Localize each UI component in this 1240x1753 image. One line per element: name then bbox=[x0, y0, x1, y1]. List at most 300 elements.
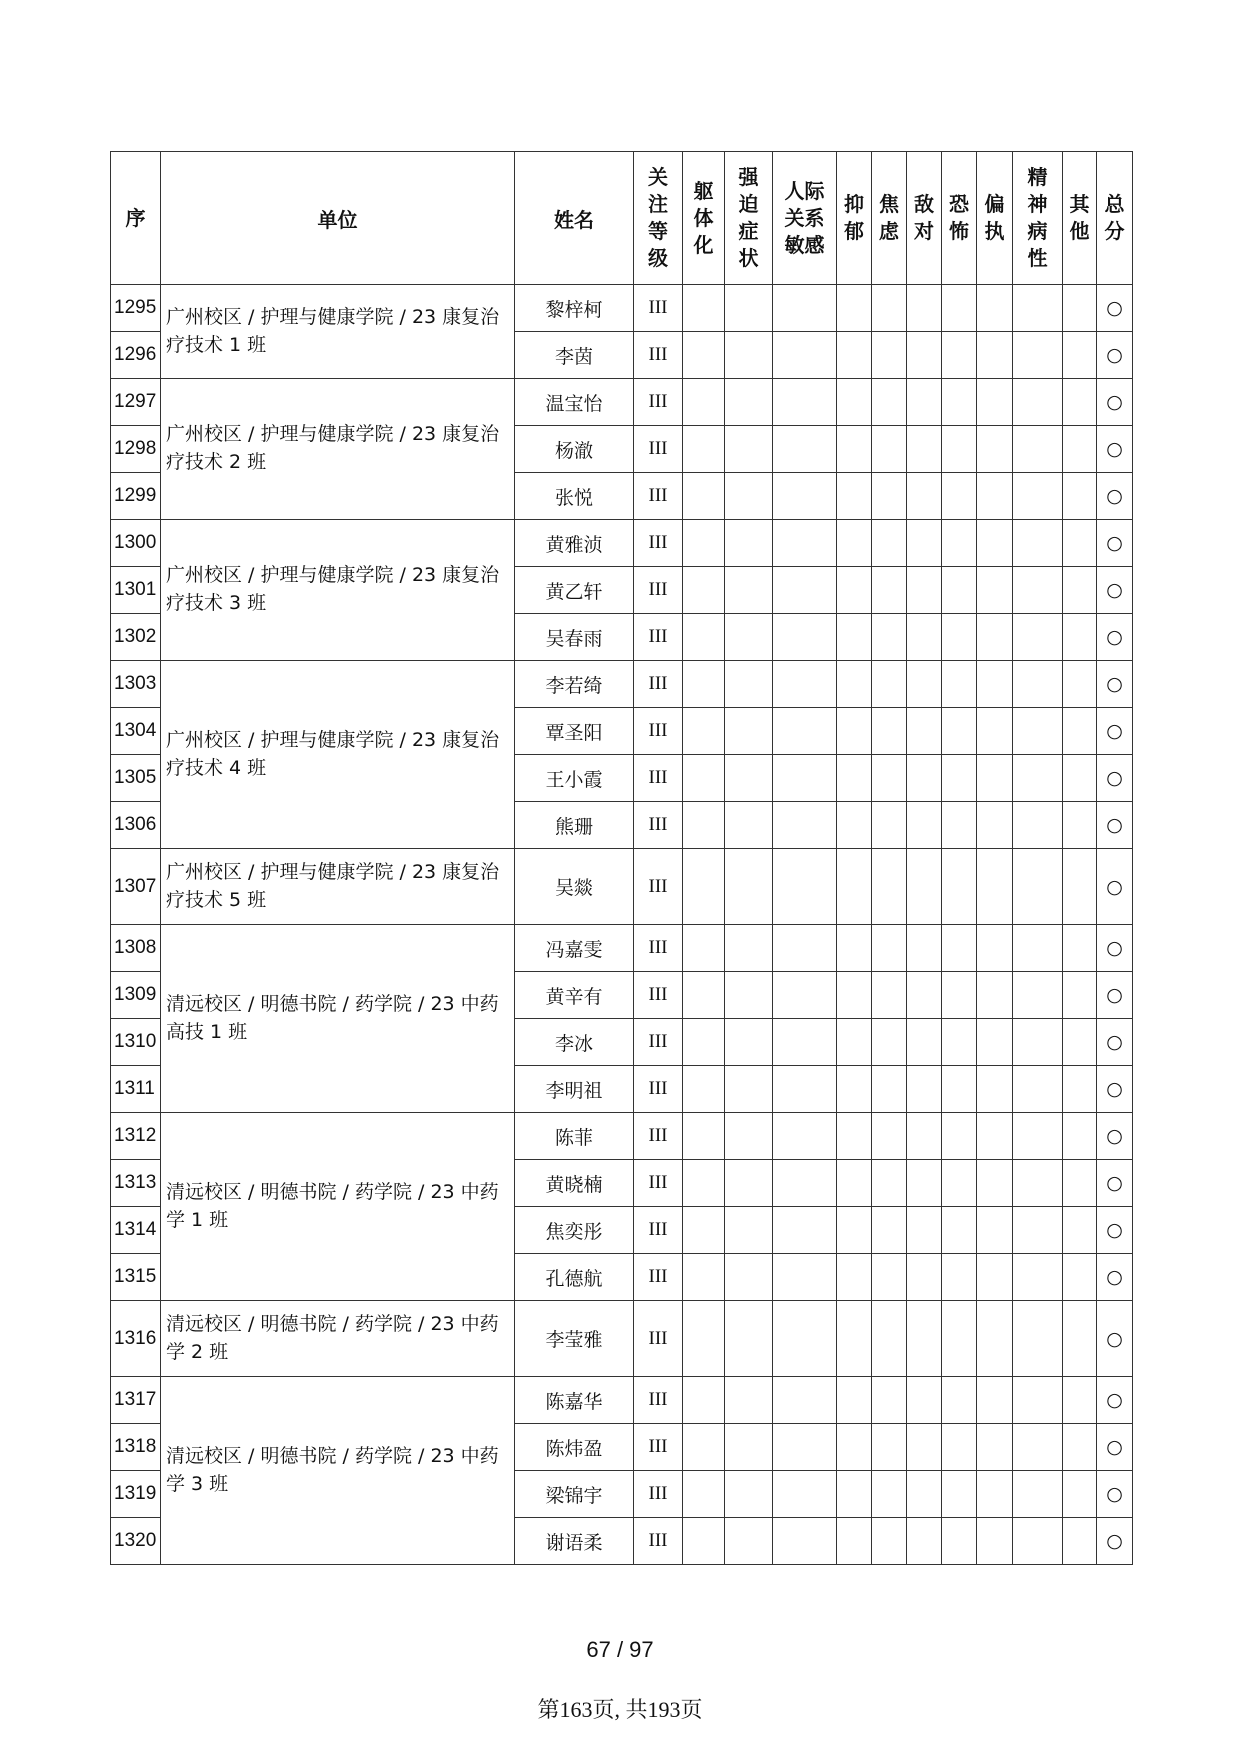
name-cell: 黎梓柯 bbox=[515, 285, 634, 332]
score-cell bbox=[683, 849, 725, 925]
score-cell bbox=[872, 1471, 907, 1518]
score-cell bbox=[1063, 614, 1097, 661]
score-cell bbox=[942, 925, 977, 972]
score-cell bbox=[773, 755, 837, 802]
score-cell bbox=[872, 1254, 907, 1301]
total-cell: ○ bbox=[1097, 1377, 1133, 1424]
score-cell bbox=[1013, 285, 1063, 332]
score-cell bbox=[1013, 1377, 1063, 1424]
score-cell bbox=[1063, 1424, 1097, 1471]
score-cell bbox=[907, 1019, 942, 1066]
score-cell bbox=[725, 1301, 773, 1377]
score-cell bbox=[725, 1160, 773, 1207]
score-cell bbox=[683, 332, 725, 379]
seq-cell: 1317 bbox=[111, 1377, 161, 1424]
level-cell: III bbox=[634, 567, 683, 614]
seq-cell: 1306 bbox=[111, 802, 161, 849]
score-cell bbox=[1063, 1301, 1097, 1377]
score-cell bbox=[1063, 802, 1097, 849]
score-cell bbox=[837, 661, 872, 708]
seq-cell: 1320 bbox=[111, 1518, 161, 1565]
score-cell bbox=[907, 379, 942, 426]
score-cell bbox=[837, 473, 872, 520]
score-cell bbox=[872, 473, 907, 520]
seq-cell: 1300 bbox=[111, 520, 161, 567]
score-cell bbox=[942, 426, 977, 473]
score-cell bbox=[725, 332, 773, 379]
header-hostility: 敌对 bbox=[907, 152, 942, 285]
score-cell bbox=[907, 332, 942, 379]
unit-cell: 广州校区 / 护理与健康学院 / 23 康复治疗技术 3 班 bbox=[161, 520, 515, 661]
score-cell bbox=[942, 285, 977, 332]
score-cell bbox=[977, 972, 1013, 1019]
score-cell bbox=[872, 332, 907, 379]
seq-cell: 1314 bbox=[111, 1207, 161, 1254]
score-cell bbox=[1013, 1113, 1063, 1160]
score-cell bbox=[1013, 1471, 1063, 1518]
score-cell bbox=[1063, 473, 1097, 520]
score-cell bbox=[725, 849, 773, 925]
level-cell: III bbox=[634, 426, 683, 473]
score-cell bbox=[872, 1207, 907, 1254]
level-cell: III bbox=[634, 802, 683, 849]
score-cell bbox=[907, 925, 942, 972]
name-cell: 张悦 bbox=[515, 473, 634, 520]
seq-cell: 1305 bbox=[111, 755, 161, 802]
seq-cell: 1299 bbox=[111, 473, 161, 520]
score-cell bbox=[907, 1160, 942, 1207]
header-somatization: 躯体化 bbox=[683, 152, 725, 285]
level-cell: III bbox=[634, 925, 683, 972]
score-cell bbox=[907, 1207, 942, 1254]
score-cell bbox=[1013, 1301, 1063, 1377]
score-cell bbox=[1063, 972, 1097, 1019]
score-cell bbox=[725, 379, 773, 426]
name-cell: 王小霞 bbox=[515, 755, 634, 802]
score-cell bbox=[942, 1019, 977, 1066]
score-cell bbox=[1063, 520, 1097, 567]
level-cell: III bbox=[634, 1424, 683, 1471]
score-cell bbox=[1013, 614, 1063, 661]
score-cell bbox=[872, 1518, 907, 1565]
name-cell: 李冰 bbox=[515, 1019, 634, 1066]
score-cell bbox=[837, 925, 872, 972]
score-cell bbox=[942, 661, 977, 708]
score-cell bbox=[683, 1254, 725, 1301]
name-cell: 孔德航 bbox=[515, 1254, 634, 1301]
score-cell bbox=[725, 473, 773, 520]
score-cell bbox=[773, 1377, 837, 1424]
score-cell bbox=[942, 1518, 977, 1565]
seq-cell: 1296 bbox=[111, 332, 161, 379]
score-cell bbox=[977, 661, 1013, 708]
score-cell bbox=[872, 1066, 907, 1113]
seq-cell: 1303 bbox=[111, 661, 161, 708]
score-cell bbox=[1013, 1019, 1063, 1066]
score-cell bbox=[837, 1254, 872, 1301]
seq-cell: 1316 bbox=[111, 1301, 161, 1377]
seq-cell: 1309 bbox=[111, 972, 161, 1019]
score-cell bbox=[1013, 332, 1063, 379]
score-cell bbox=[977, 285, 1013, 332]
score-cell bbox=[837, 755, 872, 802]
score-cell bbox=[907, 1518, 942, 1565]
score-cell bbox=[1063, 1113, 1097, 1160]
header-anxiety: 焦虑 bbox=[872, 152, 907, 285]
score-cell bbox=[725, 1019, 773, 1066]
total-cell: ○ bbox=[1097, 1019, 1133, 1066]
score-cell bbox=[907, 708, 942, 755]
score-cell bbox=[683, 567, 725, 614]
name-cell: 黄辛有 bbox=[515, 972, 634, 1019]
score-cell bbox=[1063, 332, 1097, 379]
name-cell: 李莹雅 bbox=[515, 1301, 634, 1377]
name-cell: 黄乙轩 bbox=[515, 567, 634, 614]
table-row bbox=[111, 379, 1133, 426]
score-cell bbox=[907, 520, 942, 567]
score-cell bbox=[942, 1066, 977, 1113]
score-cell bbox=[725, 567, 773, 614]
level-cell: III bbox=[634, 849, 683, 925]
score-cell bbox=[773, 1019, 837, 1066]
page-footer: 第163页, 共193页 bbox=[537, 1697, 703, 1722]
score-cell bbox=[977, 802, 1013, 849]
score-cell bbox=[683, 1160, 725, 1207]
score-cell bbox=[837, 285, 872, 332]
total-cell: ○ bbox=[1097, 1160, 1133, 1207]
score-cell bbox=[1013, 1160, 1063, 1207]
page-counter: 67 / 97 bbox=[586, 1637, 654, 1662]
score-cell bbox=[1013, 567, 1063, 614]
seq-cell: 1308 bbox=[111, 925, 161, 972]
score-cell bbox=[1013, 1254, 1063, 1301]
header-interpersonal: 人际关系敏感 bbox=[773, 152, 837, 285]
table-row bbox=[111, 661, 1133, 708]
header-unit: 单位 bbox=[161, 152, 515, 285]
score-cell bbox=[977, 708, 1013, 755]
score-cell bbox=[1063, 661, 1097, 708]
seq-cell: 1315 bbox=[111, 1254, 161, 1301]
score-cell bbox=[977, 520, 1013, 567]
score-cell bbox=[872, 661, 907, 708]
score-cell bbox=[837, 1160, 872, 1207]
score-cell bbox=[942, 849, 977, 925]
score-cell bbox=[683, 1066, 725, 1113]
level-cell: III bbox=[634, 1377, 683, 1424]
level-cell: III bbox=[634, 1113, 683, 1160]
total-cell: ○ bbox=[1097, 1424, 1133, 1471]
score-cell bbox=[872, 1019, 907, 1066]
score-cell bbox=[1013, 972, 1063, 1019]
level-cell: III bbox=[634, 285, 683, 332]
score-cell bbox=[773, 473, 837, 520]
level-cell: III bbox=[634, 1254, 683, 1301]
score-cell bbox=[1013, 1066, 1063, 1113]
name-cell: 李明祖 bbox=[515, 1066, 634, 1113]
student-roster-table bbox=[110, 151, 1133, 1565]
score-cell bbox=[977, 426, 1013, 473]
score-cell bbox=[977, 1471, 1013, 1518]
score-cell bbox=[1013, 520, 1063, 567]
score-cell bbox=[683, 802, 725, 849]
header-row bbox=[111, 152, 1133, 285]
total-cell: ○ bbox=[1097, 614, 1133, 661]
total-cell: ○ bbox=[1097, 925, 1133, 972]
score-cell bbox=[907, 1066, 942, 1113]
score-cell bbox=[907, 755, 942, 802]
level-cell: III bbox=[634, 1471, 683, 1518]
level-cell: III bbox=[634, 972, 683, 1019]
score-cell bbox=[942, 473, 977, 520]
seq-cell: 1297 bbox=[111, 379, 161, 426]
score-cell bbox=[1013, 708, 1063, 755]
score-cell bbox=[773, 972, 837, 1019]
score-cell bbox=[942, 1254, 977, 1301]
seq-cell: 1302 bbox=[111, 614, 161, 661]
score-cell bbox=[837, 1066, 872, 1113]
score-cell bbox=[725, 1518, 773, 1565]
name-cell: 杨澈 bbox=[515, 426, 634, 473]
score-cell bbox=[837, 972, 872, 1019]
level-cell: III bbox=[634, 1301, 683, 1377]
score-cell bbox=[683, 708, 725, 755]
score-cell bbox=[942, 520, 977, 567]
seq-cell: 1311 bbox=[111, 1066, 161, 1113]
score-cell bbox=[1013, 1518, 1063, 1565]
score-cell bbox=[977, 1019, 1013, 1066]
score-cell bbox=[683, 1424, 725, 1471]
score-cell bbox=[725, 661, 773, 708]
score-cell bbox=[1063, 1066, 1097, 1113]
score-cell bbox=[977, 332, 1013, 379]
name-cell: 覃圣阳 bbox=[515, 708, 634, 755]
total-cell: ○ bbox=[1097, 426, 1133, 473]
score-cell bbox=[773, 1301, 837, 1377]
name-cell: 温宝怡 bbox=[515, 379, 634, 426]
level-cell: III bbox=[634, 708, 683, 755]
score-cell bbox=[977, 1254, 1013, 1301]
score-cell bbox=[977, 614, 1013, 661]
score-cell bbox=[872, 1113, 907, 1160]
score-cell bbox=[837, 1113, 872, 1160]
score-cell bbox=[725, 426, 773, 473]
seq-cell: 1295 bbox=[111, 285, 161, 332]
total-cell: ○ bbox=[1097, 972, 1133, 1019]
unit-cell: 清远校区 / 明德书院 / 药学院 / 23 中药高技 1 班 bbox=[161, 925, 515, 1113]
score-cell bbox=[942, 1207, 977, 1254]
score-cell bbox=[773, 1254, 837, 1301]
total-cell: ○ bbox=[1097, 849, 1133, 925]
score-cell bbox=[773, 708, 837, 755]
score-cell bbox=[683, 426, 725, 473]
level-cell: III bbox=[634, 661, 683, 708]
score-cell bbox=[942, 1471, 977, 1518]
name-cell: 冯嘉雯 bbox=[515, 925, 634, 972]
score-cell bbox=[837, 1207, 872, 1254]
score-cell bbox=[977, 567, 1013, 614]
score-cell bbox=[837, 849, 872, 925]
score-cell bbox=[725, 925, 773, 972]
score-cell bbox=[977, 849, 1013, 925]
score-cell bbox=[683, 1113, 725, 1160]
total-cell: ○ bbox=[1097, 708, 1133, 755]
score-cell bbox=[907, 849, 942, 925]
score-cell bbox=[1013, 426, 1063, 473]
name-cell: 熊珊 bbox=[515, 802, 634, 849]
score-cell bbox=[773, 661, 837, 708]
score-cell bbox=[837, 379, 872, 426]
score-cell bbox=[725, 614, 773, 661]
score-cell bbox=[942, 708, 977, 755]
score-cell bbox=[1063, 1471, 1097, 1518]
table-row bbox=[111, 520, 1133, 567]
score-cell bbox=[837, 1019, 872, 1066]
score-cell bbox=[837, 1471, 872, 1518]
table-row bbox=[111, 925, 1133, 972]
name-cell: 李若绮 bbox=[515, 661, 634, 708]
score-cell bbox=[683, 1471, 725, 1518]
score-cell bbox=[907, 802, 942, 849]
score-cell bbox=[872, 1424, 907, 1471]
score-cell bbox=[872, 614, 907, 661]
seq-cell: 1307 bbox=[111, 849, 161, 925]
score-cell bbox=[1063, 1377, 1097, 1424]
total-cell: ○ bbox=[1097, 1518, 1133, 1565]
seq-cell: 1310 bbox=[111, 1019, 161, 1066]
score-cell bbox=[683, 1301, 725, 1377]
score-cell bbox=[725, 802, 773, 849]
score-cell bbox=[725, 1471, 773, 1518]
score-cell bbox=[1063, 925, 1097, 972]
total-cell: ○ bbox=[1097, 1471, 1133, 1518]
score-cell bbox=[725, 1207, 773, 1254]
level-cell: III bbox=[634, 755, 683, 802]
score-cell bbox=[907, 473, 942, 520]
score-cell bbox=[683, 925, 725, 972]
score-cell bbox=[1063, 849, 1097, 925]
score-cell bbox=[1063, 379, 1097, 426]
score-cell bbox=[907, 426, 942, 473]
score-cell bbox=[942, 802, 977, 849]
score-cell bbox=[872, 426, 907, 473]
seq-cell: 1313 bbox=[111, 1160, 161, 1207]
score-cell bbox=[977, 1301, 1013, 1377]
score-cell bbox=[837, 426, 872, 473]
seq-cell: 1318 bbox=[111, 1424, 161, 1471]
total-cell: ○ bbox=[1097, 1254, 1133, 1301]
table-row bbox=[111, 1301, 1133, 1377]
score-cell bbox=[837, 1377, 872, 1424]
score-cell bbox=[977, 1424, 1013, 1471]
total-cell: ○ bbox=[1097, 379, 1133, 426]
score-cell bbox=[872, 755, 907, 802]
score-cell bbox=[907, 1113, 942, 1160]
score-cell bbox=[872, 972, 907, 1019]
score-cell bbox=[942, 1424, 977, 1471]
total-cell: ○ bbox=[1097, 332, 1133, 379]
total-cell: ○ bbox=[1097, 1113, 1133, 1160]
level-cell: III bbox=[634, 614, 683, 661]
level-cell: III bbox=[634, 332, 683, 379]
score-cell bbox=[773, 520, 837, 567]
score-cell bbox=[1013, 925, 1063, 972]
score-cell bbox=[837, 708, 872, 755]
name-cell: 吴燚 bbox=[515, 849, 634, 925]
score-cell bbox=[773, 567, 837, 614]
score-cell bbox=[773, 1207, 837, 1254]
name-cell: 黄雅浈 bbox=[515, 520, 634, 567]
header-seq: 序 bbox=[111, 152, 161, 285]
score-cell bbox=[725, 755, 773, 802]
score-cell bbox=[1063, 755, 1097, 802]
level-cell: III bbox=[634, 1019, 683, 1066]
score-cell bbox=[977, 1113, 1013, 1160]
score-cell bbox=[683, 473, 725, 520]
score-cell bbox=[872, 379, 907, 426]
name-cell: 李茵 bbox=[515, 332, 634, 379]
score-cell bbox=[872, 285, 907, 332]
table-row bbox=[111, 1113, 1133, 1160]
score-cell bbox=[907, 567, 942, 614]
score-cell bbox=[837, 332, 872, 379]
score-cell bbox=[725, 1424, 773, 1471]
total-cell: ○ bbox=[1097, 661, 1133, 708]
score-cell bbox=[942, 972, 977, 1019]
unit-cell: 广州校区 / 护理与健康学院 / 23 康复治疗技术 4 班 bbox=[161, 661, 515, 849]
total-cell: ○ bbox=[1097, 755, 1133, 802]
score-cell bbox=[683, 661, 725, 708]
total-cell: ○ bbox=[1097, 1207, 1133, 1254]
total-cell: ○ bbox=[1097, 473, 1133, 520]
level-cell: III bbox=[634, 1160, 683, 1207]
score-cell bbox=[773, 1066, 837, 1113]
name-cell: 吴春雨 bbox=[515, 614, 634, 661]
seq-cell: 1298 bbox=[111, 426, 161, 473]
score-cell bbox=[725, 708, 773, 755]
score-cell bbox=[1063, 285, 1097, 332]
header-other: 其他 bbox=[1063, 152, 1097, 285]
score-cell bbox=[837, 1424, 872, 1471]
header-depression: 抑郁 bbox=[837, 152, 872, 285]
score-cell bbox=[872, 802, 907, 849]
unit-cell: 广州校区 / 护理与健康学院 / 23 康复治疗技术 2 班 bbox=[161, 379, 515, 520]
score-cell bbox=[977, 755, 1013, 802]
score-cell bbox=[977, 379, 1013, 426]
name-cell: 谢语柔 bbox=[515, 1518, 634, 1565]
score-cell bbox=[773, 925, 837, 972]
score-cell bbox=[683, 972, 725, 1019]
score-cell bbox=[872, 849, 907, 925]
score-cell bbox=[872, 1160, 907, 1207]
score-cell bbox=[837, 520, 872, 567]
score-cell bbox=[907, 1377, 942, 1424]
score-cell bbox=[872, 708, 907, 755]
unit-cell: 清远校区 / 明德书院 / 药学院 / 23 中药学 1 班 bbox=[161, 1113, 515, 1301]
score-cell bbox=[773, 379, 837, 426]
name-cell: 陈炜盈 bbox=[515, 1424, 634, 1471]
score-cell bbox=[1063, 426, 1097, 473]
score-cell bbox=[1063, 567, 1097, 614]
header-total: 总分 bbox=[1097, 152, 1133, 285]
score-cell bbox=[1013, 1207, 1063, 1254]
level-cell: III bbox=[634, 1066, 683, 1113]
score-cell bbox=[773, 1518, 837, 1565]
score-cell bbox=[725, 1377, 773, 1424]
roster-body bbox=[111, 285, 1133, 1565]
score-cell bbox=[773, 802, 837, 849]
header-name: 姓名 bbox=[515, 152, 634, 285]
name-cell: 陈菲 bbox=[515, 1113, 634, 1160]
